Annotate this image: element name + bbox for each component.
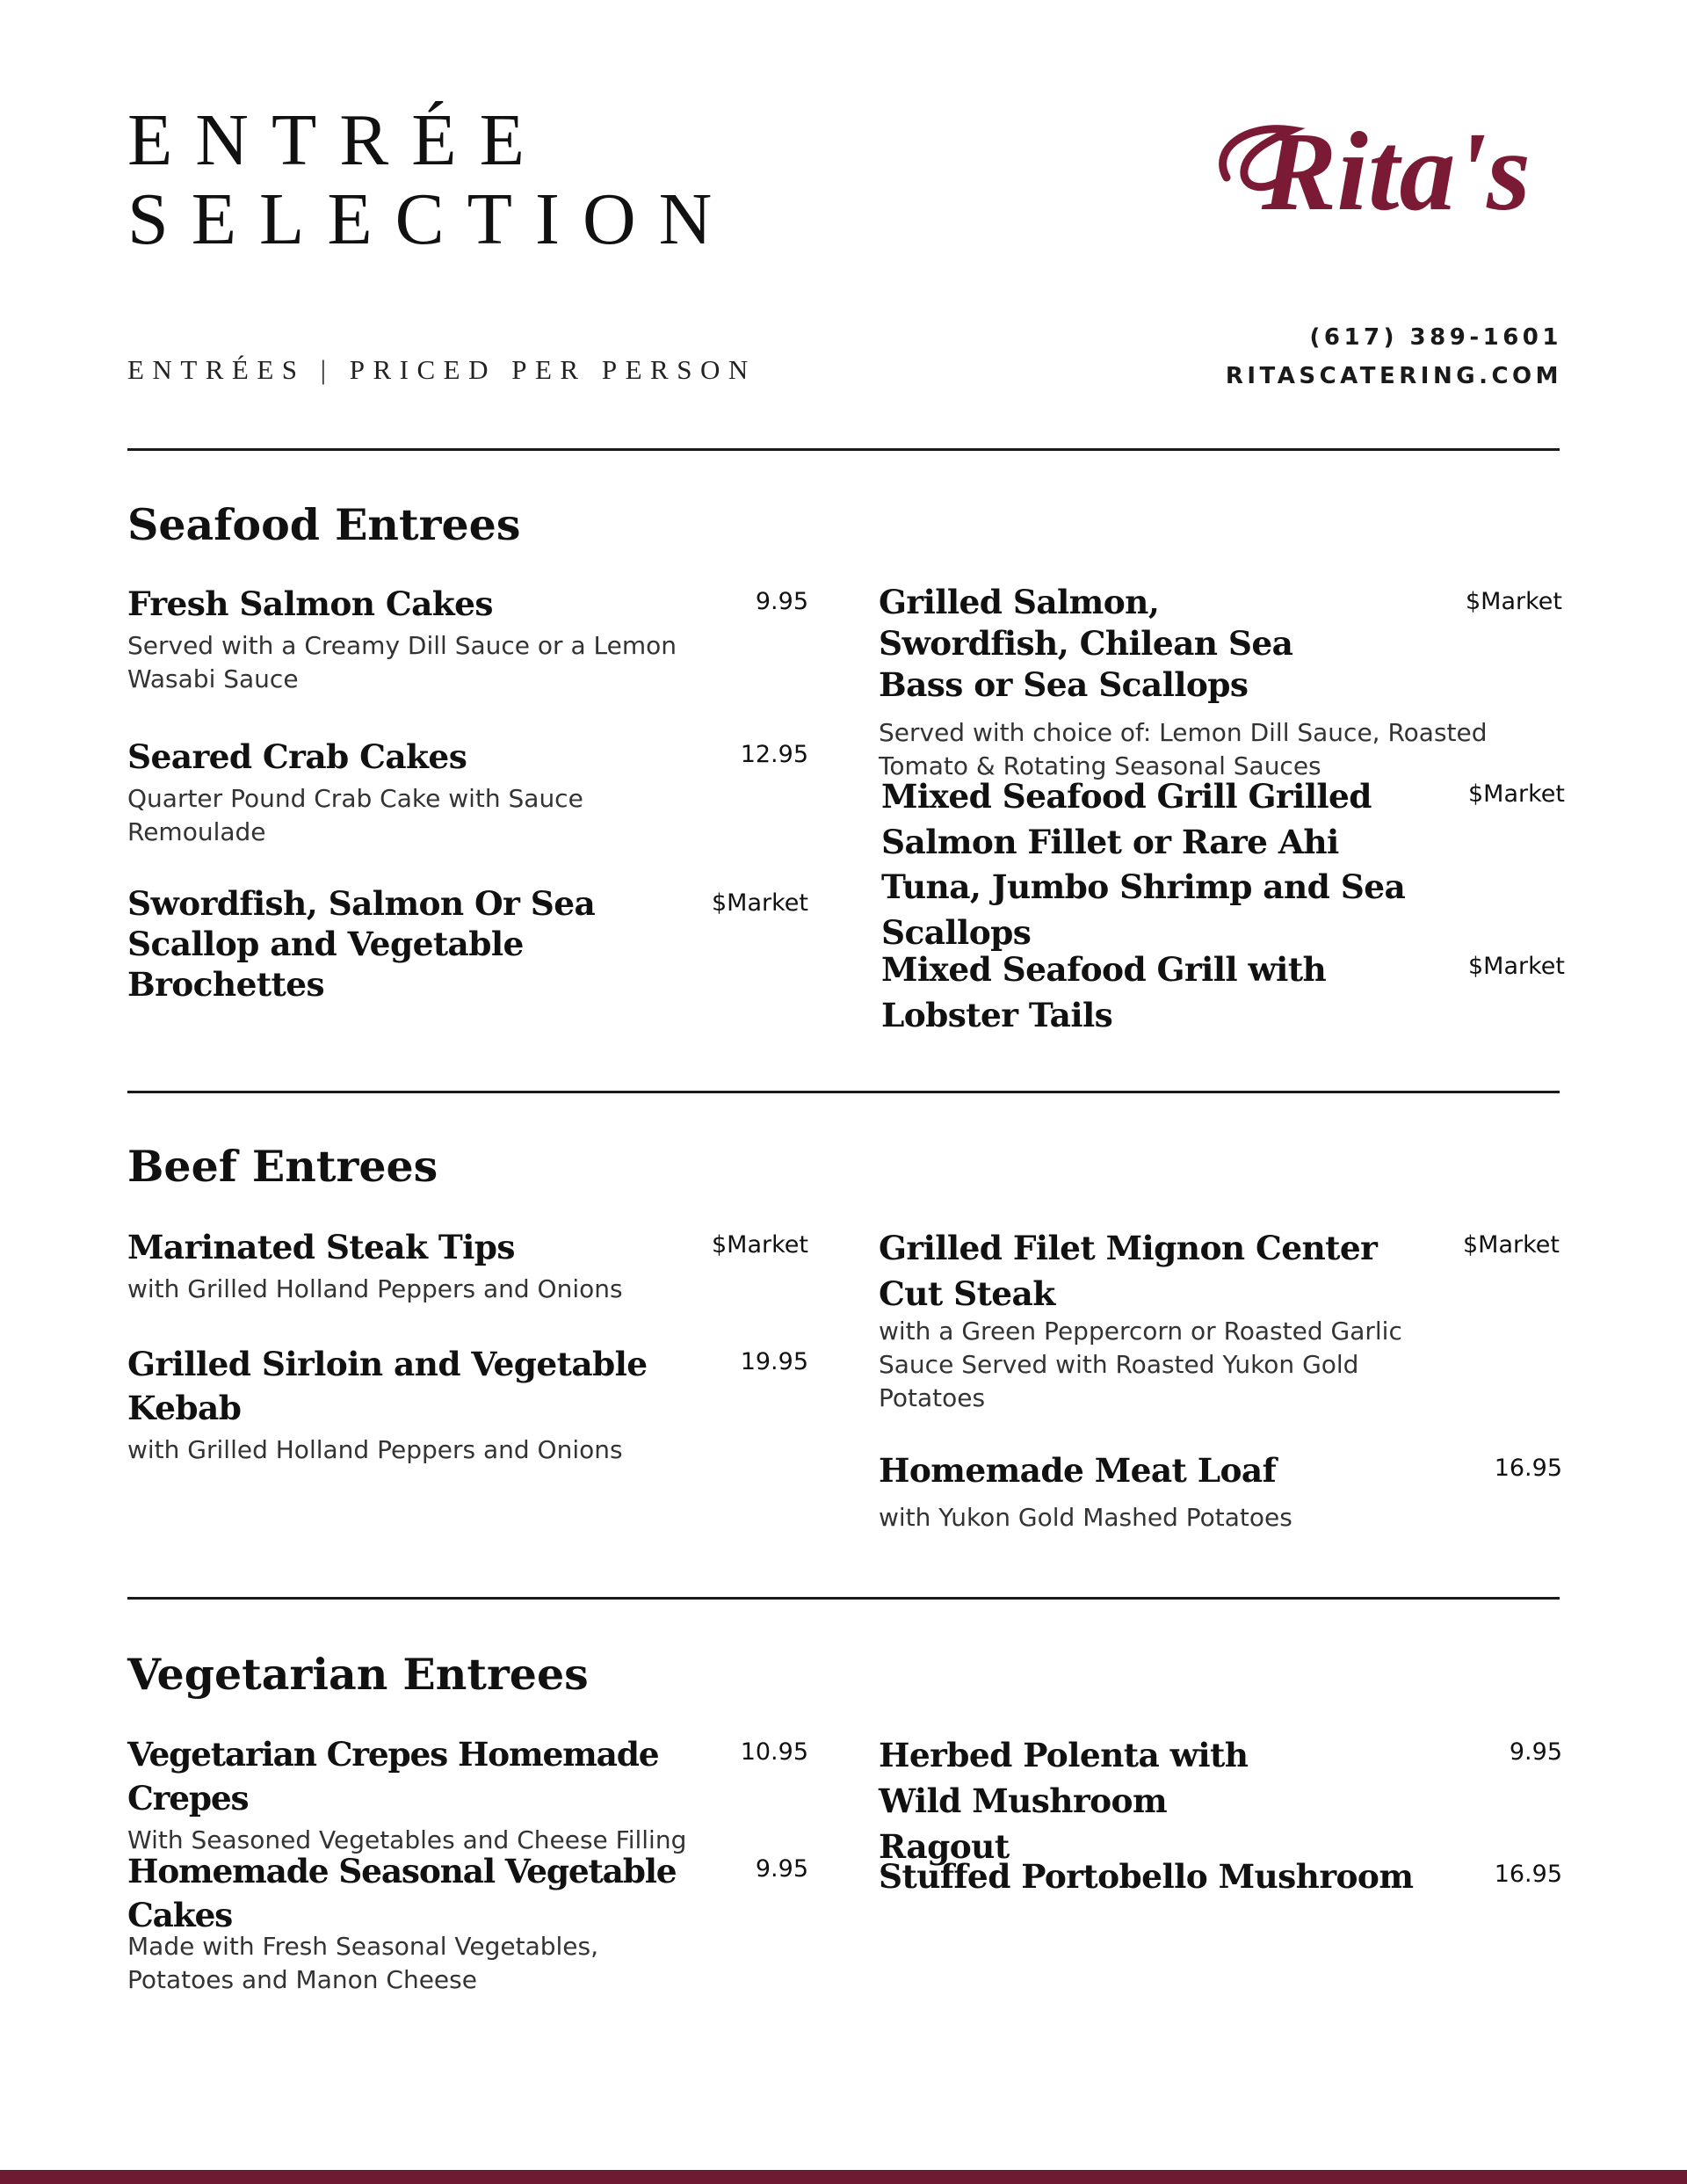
item-description: Served with choice of: Lemon Dill Sauce, Roasted Tomato & Rotating Seasonal Sauces [879,718,1488,780]
item-price: 9.95 [755,1855,808,1883]
menu-item [879,582,1562,783]
item-price: 10.95 [740,1738,808,1766]
divider [127,1597,1560,1600]
item-name: Mixed Seafood Grill with Lobster Tails [881,950,1327,1034]
item-price: 12.95 [740,741,808,768]
menu-item [879,1854,1562,1898]
item-name: Grilled Salmon, Swordfish, Chilean Sea Bass or Sea Scallops [879,583,1293,704]
item-description: with Grilled Holland Peppers and Onions [127,1435,623,1464]
menu-item [127,1849,808,1997]
item-name: Stuffed Portobello Mushroom [879,1857,1414,1896]
item-price: 19.95 [740,1348,808,1375]
item-price: $Market [1466,588,1562,615]
menu-item [879,1732,1562,1869]
item-name: Grilled Filet Mignon Center Cut Steak [879,1229,1378,1313]
item-description: Served with a Creamy Dill Sauce or a Lemon Wasabi Sauce [127,631,677,693]
item-name: Marinated Steak Tips [127,1228,515,1266]
phone-number[interactable]: (617) 389-1601 [1309,324,1562,351]
item-name: Vegetarian Crepes Homemade Crepes [127,1735,659,1818]
item-price: $Market [1468,780,1565,808]
section-title-seafood: Seafood Entrees [127,499,521,550]
menu-item [127,1342,808,1467]
section-title-beef: Beef Entrees [127,1141,438,1192]
item-name: Swordfish, Salmon Or Sea Scallop and Vegetable Brochettes [127,884,596,1004]
item-description: with Grilled Holland Peppers and Onions [127,1274,623,1303]
menu-item [127,1732,808,1857]
item-price: 16.95 [1494,1455,1562,1482]
menu-item [881,947,1565,1038]
divider [127,1091,1560,1093]
page-title [127,101,735,259]
item-description: With Seasoned Vegetables and Cheese Filling [127,1825,687,1854]
menu-item [879,1225,1560,1415]
item-name: Herbed Polenta with Wild Mushroom Ragout [879,1736,1249,1866]
item-price: 16.95 [1494,1861,1562,1888]
title-line-1: ENTRÉE [127,99,547,181]
footer-bar [0,2170,1687,2184]
section-title-vegetarian: Vegetarian Entrees [127,1649,589,1700]
website-link[interactable]: RITASCATERING.COM [1225,363,1562,389]
menu-item [879,1448,1562,1535]
menu-item [127,1225,808,1306]
menu-item [127,883,808,1005]
item-price: $Market [1468,953,1565,980]
item-name: Grilled Sirloin and Vegetable Kebab [127,1345,648,1427]
item-name: Mixed Seafood Grill Grilled Salmon Fillet or Rare Ahi Tuna, Jumbo Shrimp and Sea Scallops [881,777,1406,952]
divider [127,448,1560,451]
item-name: Seared Crab Cakes [127,737,467,776]
title-line-2: SELECTION [127,178,735,260]
item-name: Homemade Seasonal Vegetable Cakes [127,1852,677,1934]
item-description: with Yukon Gold Mashed Potatoes [879,1503,1292,1532]
item-price: 9.95 [1509,1738,1562,1766]
logo-wordmark: Rita's [1262,109,1531,234]
item-price: 9.95 [755,588,808,615]
item-name: Homemade Meat Loaf [879,1451,1277,1490]
item-price: $Market [1463,1231,1560,1259]
menu-item [127,735,808,849]
ritas-logo [1211,97,1562,237]
contact-block [1226,318,1562,395]
page-subtitle: ENTRÉES | PRICED PER PERSON [127,354,757,385]
item-description: with a Green Peppercorn or Roasted Garlic Sauce Served with Roasted Yukon Gold Potatoes [879,1317,1402,1412]
menu-item [881,774,1565,955]
item-name: Fresh Salmon Cakes [127,584,493,623]
item-price: $Market [712,889,808,917]
item-description: Quarter Pound Crab Cake with Sauce Remoulade [127,784,583,846]
item-price: $Market [712,1231,808,1259]
menu-item [127,582,808,696]
item-description: Made with Fresh Seasonal Vegetables, Potatoes and Manon Cheese [127,1932,599,1994]
